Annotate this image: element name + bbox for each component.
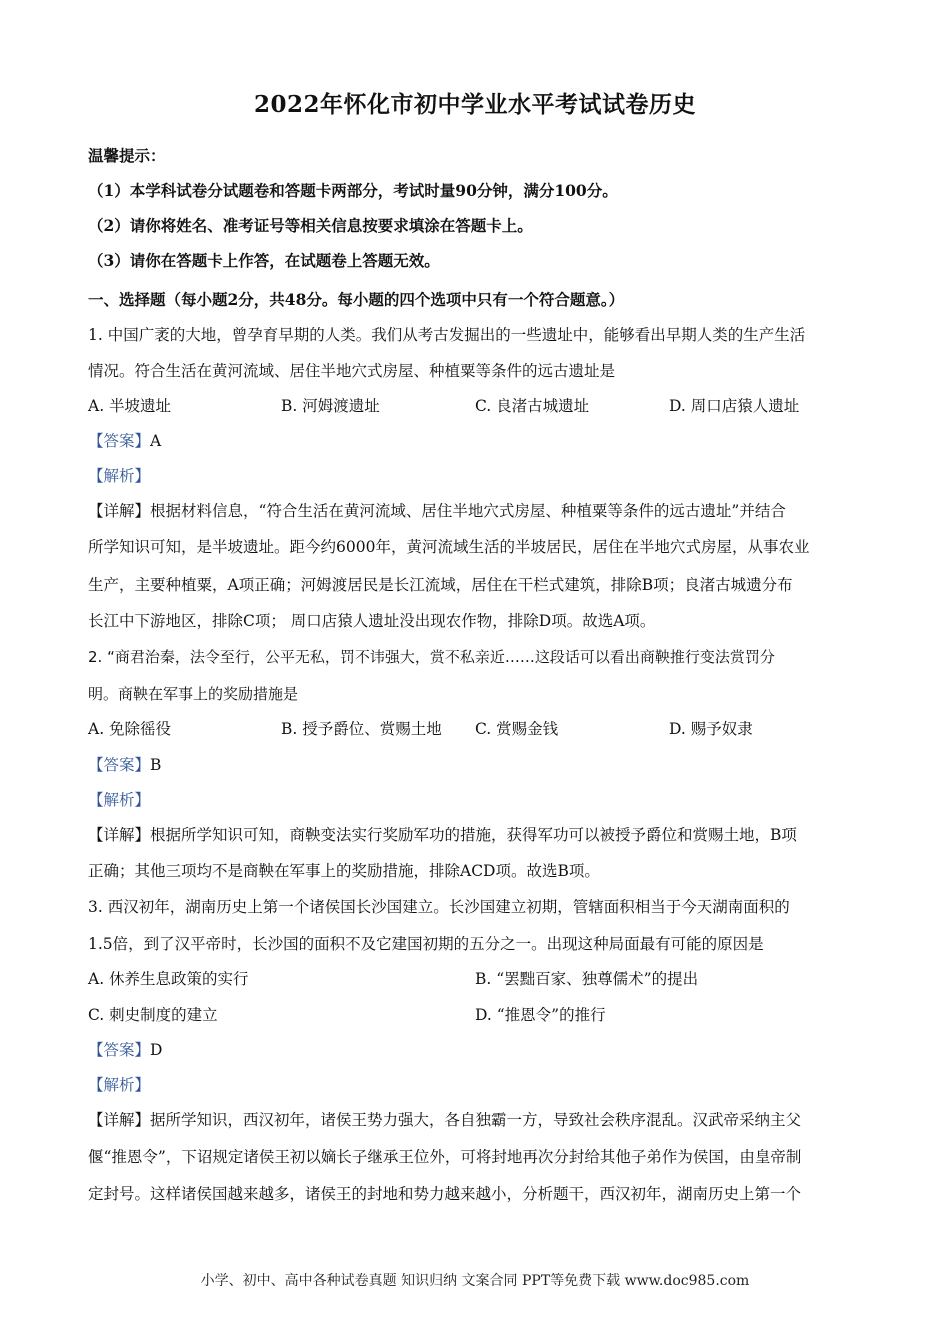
question-3-option-a: A. 休养生息政策的实行 [88,970,249,988]
answer-value: D [150,1041,163,1059]
question-3-option-c: C. 刺史制度的建立 [88,1006,218,1024]
question-1-detail-line-1: 【详解】根据材料信息，“符合生活在黄河流域、居住半地穴式房屋、种植粟等条件的远古遗址”并结合 [88,502,786,520]
answer-label: 【答案】 [88,756,151,774]
question-3-detail-line-2: 偃“推恩令”，下诏规定诸侯王初以嫡长子继承王位外，可将封地再次分封给其他子弟作为侯国，由皇帝制 [88,1148,802,1166]
question-2-option-d: D. 赐予奴隶 [669,720,753,738]
question-2-option-a: A. 免除徭役 [88,720,172,738]
question-3-stem-line-2: 1.5倍，到了汉平帝时，长沙国的面积不及它建国初期的五分之一。出现这种局面最有可能的原因是 [88,935,764,953]
question-2-detail-line-1: 【详解】根据所学知识可知，商鞅变法实行奖励军功的措施，获得军功可以被授予爵位和赏赐土地，B项 [88,826,797,844]
question-2-stem-line-1: 2. “商君治秦，法令至行，公平无私，罚不讳强大，赏不私亲近……这段话可以看出商鞅推行变法赏罚分 [88,648,775,666]
question-3-detail-line-1: 【详解】据所学知识，西汉初年，诸侯王势力强大，各自独霸一方，导致社会秩序混乱。汉武帝采纳主父 [88,1111,802,1129]
answer-value: B [150,756,162,774]
notice-item-2: （2）请你将姓名、准考证号等相关信息按要求填涂在答题卡上。 [88,216,533,235]
notice-heading: 温馨提示： [88,146,166,165]
question-1-detail-line-4: 长江中下游地区，排除C项； 周口店猿人遗址没出现农作物，排除D项。故选A项。 [88,612,656,630]
question-2-stem-line-2: 明。商鞅在军事上的奖励措施是 [88,685,299,703]
question-2-option-c: C. 赏赐金钱 [475,720,559,738]
question-1-option-d: D. 周口店猿人遗址 [669,397,800,415]
notice-item-1: （1）本学科试卷分试题卷和答题卡两部分，考试时量90分钟，满分100分。 [88,181,618,200]
question-3-detail-line-3: 定封号。这样诸侯国越来越多，诸侯王的封地和势力越来越小，分析题干，西汉初年，湖南历史上第一个 [88,1185,802,1203]
question-1-analysis-label: 【解析】 [88,467,151,485]
question-3-option-d: D. “推恩令”的推行 [475,1006,606,1024]
question-1-option-b: B. 河姆渡遗址 [281,397,380,415]
question-1-stem-line-1: 1. 中国广袤的大地，曾孕育早期的人类。我们从考古发掘出的一些遗址中，能够看出早期人类的生产生活 [88,326,806,344]
question-3-option-b: B. “罢黜百家、独尊儒术”的提出 [475,970,699,988]
question-3-analysis-label: 【解析】 [88,1076,151,1094]
question-2-detail-line-2: 正确；其他三项均不是商鞅在军事上的奖励措施，排除ACD项。故选B项。 [88,862,600,880]
question-1-option-a: A. 半坡遗址 [88,397,172,415]
answer-label: 【答案】 [88,432,151,450]
question-1-answer [88,431,161,451]
question-3-stem-line-1: 3. 西汉初年，湖南历史上第一个诸侯国长沙国建立。长沙国建立初期，管辖面积相当于今天湖南面积的 [88,898,790,916]
answer-value: A [150,432,162,450]
question-1-stem-line-2: 情况。符合生活在黄河流域、居住半地穴式房屋、种植粟等条件的远古遗址是 [88,362,616,380]
question-2-option-b: B. 授予爵位、赏赐土地 [281,720,442,738]
section-heading: 一、选择题（每小题2分，共48分。每小题的四个选项中只有一个符合题意。） [88,290,625,309]
question-1-detail-line-3: 生产，主要种植粟，A项正确；河姆渡居民是长江流域，居住在干栏式建筑，排除B项；良渚古城遗分布 [88,576,793,594]
question-1-detail-line-2: 所学知识可知，是半坡遗址。距今约6000年，黄河流域生活的半坡居民，居住在半地穴式房屋，从事农业 [88,538,810,556]
notice-item-3: （3）请你在答题卡上作答，在试题卷上答题无效。 [88,251,440,270]
page-footer: 小学、初中、高中各种试卷真题 知识归纳 文案合同 PPT等免费下载 www.doc985.com [200,1273,750,1289]
question-1-option-c: C. 良渚古城遗址 [475,397,590,415]
question-2-analysis-label: 【解析】 [88,791,151,809]
answer-label: 【答案】 [88,1041,151,1059]
question-2-answer [88,755,161,775]
page-title: 2022年怀化市初中学业水平考试试卷历史 [253,91,696,118]
question-3-answer [88,1040,162,1060]
